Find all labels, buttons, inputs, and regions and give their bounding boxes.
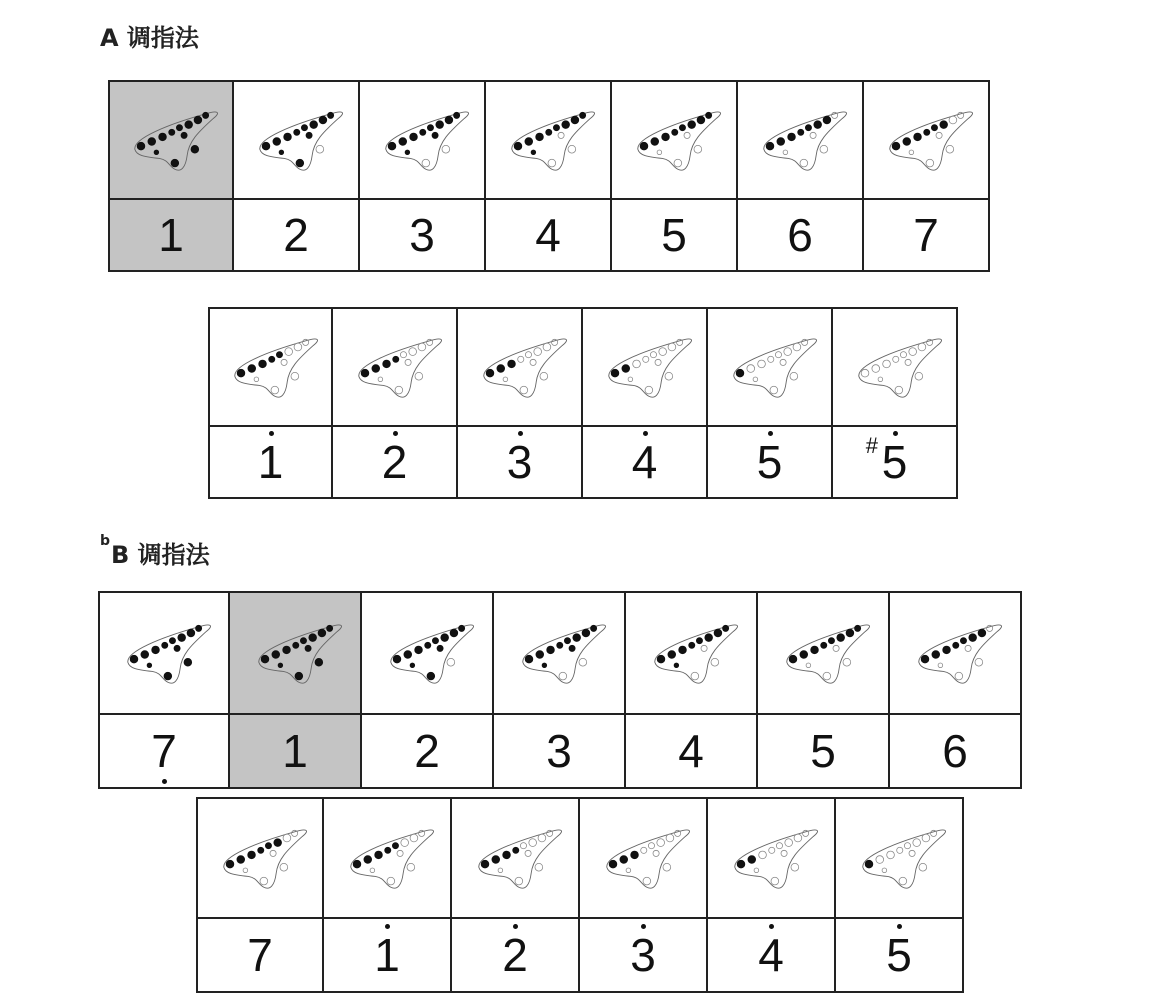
note-cell xyxy=(583,427,708,497)
fingering-cell xyxy=(98,593,230,715)
note-row xyxy=(108,200,990,270)
ocarina-icon xyxy=(509,611,609,695)
note-row xyxy=(98,715,1022,787)
note-number: 2 xyxy=(381,436,408,488)
note-number: 1 xyxy=(158,209,184,261)
note-number: 5 xyxy=(661,209,687,261)
ocarina-icon xyxy=(246,98,346,182)
note-cell xyxy=(580,919,708,991)
note-number: 1 xyxy=(282,725,308,777)
note-number: 5 xyxy=(810,725,836,777)
fingering-cell xyxy=(833,309,958,427)
ocarina-icon xyxy=(470,325,570,409)
note-cell xyxy=(98,715,230,787)
fingering-row xyxy=(208,309,958,427)
note-number: 7 xyxy=(913,209,939,261)
note-cell xyxy=(333,427,458,497)
fingering-row xyxy=(196,799,964,919)
ocarina-icon xyxy=(221,325,321,409)
a-key-chart-row-1 xyxy=(108,80,990,272)
note-cell xyxy=(864,200,990,270)
note-cell xyxy=(362,715,494,787)
ocarina-icon xyxy=(210,816,310,900)
note-cell xyxy=(758,715,890,787)
fingering-cell xyxy=(452,799,580,919)
bb-key-chart-row-2 xyxy=(196,797,964,993)
note-cell xyxy=(196,919,324,991)
note-number: 3 xyxy=(546,725,572,777)
note-number: 7 xyxy=(247,929,273,981)
fingering-cell xyxy=(758,593,890,715)
ocarina-icon xyxy=(345,325,445,409)
note-row xyxy=(208,427,958,497)
fingering-row xyxy=(98,593,1022,715)
fingering-cell xyxy=(234,82,360,200)
fingering-cell xyxy=(836,799,964,919)
ocarina-icon xyxy=(595,325,695,409)
flat-sign: b xyxy=(100,533,111,549)
note-cell xyxy=(708,427,833,497)
note-cell xyxy=(626,715,758,787)
ocarina-icon xyxy=(498,98,598,182)
ocarina-icon xyxy=(372,98,472,182)
fingering-cell xyxy=(208,309,333,427)
note-number: 2 xyxy=(283,209,309,261)
ocarina-icon xyxy=(337,816,437,900)
ocarina-icon xyxy=(245,611,345,695)
ocarina-icon xyxy=(905,611,1005,695)
ocarina-icon xyxy=(593,816,693,900)
note-cell xyxy=(738,200,864,270)
note-number: 4 xyxy=(758,929,784,981)
note-cell xyxy=(108,200,234,270)
note-number: 1 xyxy=(257,436,284,488)
note-cell xyxy=(890,715,1022,787)
note-number: 3 xyxy=(630,929,656,981)
note-number: 2 xyxy=(414,725,440,777)
fingering-cell xyxy=(890,593,1022,715)
ocarina-icon xyxy=(849,816,949,900)
ocarina-icon xyxy=(114,611,214,695)
ocarina-icon xyxy=(121,98,221,182)
note-row xyxy=(196,919,964,991)
note-cell xyxy=(612,200,738,270)
note-number: 2 xyxy=(502,929,528,981)
ocarina-icon xyxy=(721,816,821,900)
fingering-row xyxy=(108,82,990,200)
section-title-bb-key: $^b$B 调指法 xyxy=(100,533,210,569)
fingering-cell xyxy=(360,82,486,200)
note-cell xyxy=(486,200,612,270)
note-cell xyxy=(360,200,486,270)
ocarina-icon xyxy=(773,611,873,695)
ocarina-icon xyxy=(641,611,741,695)
note-cell xyxy=(494,715,626,787)
note-cell xyxy=(458,427,583,497)
note-cell xyxy=(836,919,964,991)
note-cell xyxy=(833,427,958,497)
fingering-cell xyxy=(626,593,758,715)
ocarina-icon xyxy=(624,98,724,182)
fingering-cell xyxy=(708,799,836,919)
note-number: 4 xyxy=(631,436,658,488)
fingering-cell xyxy=(196,799,324,919)
fingering-cell xyxy=(583,309,708,427)
fingering-cell xyxy=(738,82,864,200)
ocarina-icon xyxy=(720,325,820,409)
section-title-a-key: A 调指法 xyxy=(100,24,199,52)
ocarina-icon xyxy=(750,98,850,182)
fingering-cell xyxy=(230,593,362,715)
note-number: 4 xyxy=(535,209,561,261)
fingering-cell xyxy=(580,799,708,919)
note-number: 1 xyxy=(374,929,400,981)
ocarina-icon xyxy=(465,816,565,900)
fingering-cell xyxy=(708,309,833,427)
fingering-cell xyxy=(333,309,458,427)
fingering-cell xyxy=(486,82,612,200)
note-cell xyxy=(230,715,362,787)
note-number: 6 xyxy=(942,725,968,777)
fingering-cell xyxy=(612,82,738,200)
note-number: # 5 xyxy=(865,433,908,488)
fingering-cell xyxy=(324,799,452,919)
ocarina-icon xyxy=(845,325,945,409)
fingering-cell xyxy=(108,82,234,200)
note-number: 7 xyxy=(151,725,177,777)
note-cell xyxy=(234,200,360,270)
fingering-cell xyxy=(362,593,494,715)
note-number: 3 xyxy=(409,209,435,261)
note-number: 5 xyxy=(756,436,783,488)
note-cell xyxy=(708,919,836,991)
sharp-sign: # xyxy=(865,433,878,458)
ocarina-icon xyxy=(377,611,477,695)
ocarina-icon xyxy=(876,98,976,182)
fingering-cell xyxy=(494,593,626,715)
fingering-cell xyxy=(864,82,990,200)
a-key-chart-row-2 xyxy=(208,307,958,499)
fingering-cell xyxy=(458,309,583,427)
note-cell xyxy=(324,919,452,991)
bb-key-chart-row-1 xyxy=(98,591,1022,789)
note-number: 4 xyxy=(678,725,704,777)
note-number: 6 xyxy=(787,209,813,261)
note-number: 5 xyxy=(886,929,912,981)
note-cell xyxy=(452,919,580,991)
note-cell xyxy=(208,427,333,497)
note-number: 3 xyxy=(506,436,533,488)
